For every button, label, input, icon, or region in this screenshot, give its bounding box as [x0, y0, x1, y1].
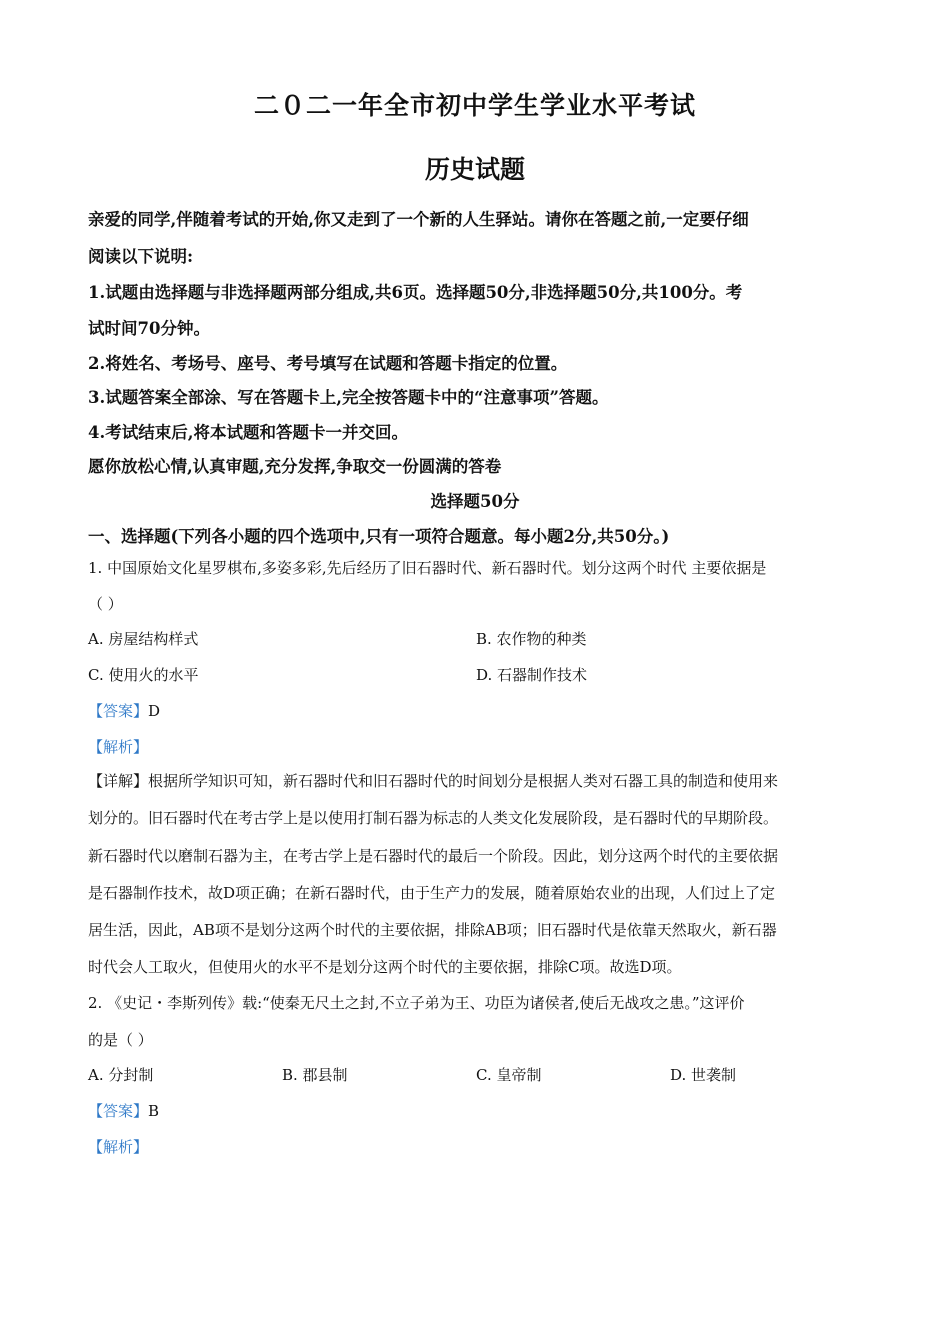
q1-detail-line-4: 是石器制作技术，故D项正确；在新石器时代，由于生产力的发展，随着原始农业的出现，人们过上了定: [88, 884, 776, 902]
q1-answer-value: D: [148, 702, 161, 720]
q2-analysis-line: [88, 1136, 868, 1157]
q1-detail-line-5: 居生活，因此，AB项不是划分这两个时代的主要依据，排除AB项；旧石器时代是依靠天然取火，新石器: [88, 921, 777, 939]
intro-line-2: 阅读以下说明:: [88, 247, 194, 266]
q2-option-a: A. 分封制: [88, 1066, 154, 1084]
q2-analysis-tag: 【解析】: [88, 1138, 149, 1156]
rule-2: 2.将姓名、考场号、座号、考号填写在试题和答题卡指定的位置。: [88, 354, 568, 373]
q1-detail-text-1: 根据所学知识可知，新石器时代和旧石器时代的时间划分是根据人类对石器工具的制造和使用来: [148, 772, 779, 790]
q1-answer-line: [88, 700, 868, 721]
rule-4: 4.考试结束后,将本试题和答题卡一并交回。: [88, 423, 408, 442]
part-title: 一、选择题(下列各小题的四个选项中,只有一项符合题意。每小题2分,共50分。): [88, 527, 670, 546]
exam-subtitle: 历史试题: [424, 155, 525, 184]
rule-3: 3.试题答案全部涂、写在答题卡上,完全按答题卡中的“注意事项”答题。: [88, 388, 609, 407]
q1-stem-line-2: （ ）: [88, 595, 123, 613]
q2-answer-line: [88, 1100, 868, 1121]
section-heading: 选择题50分: [430, 492, 520, 511]
q1-analysis-tag: 【解析】: [88, 738, 149, 756]
q1-option-a: A. 房屋结构样式: [88, 630, 199, 648]
q1-detail-line-1: [88, 770, 868, 791]
q2-option-c: C. 皇帝制: [476, 1066, 542, 1084]
q2-stem-line-2: 的是（ ）: [88, 1031, 153, 1049]
q1-option-d: D. 石器制作技术: [476, 666, 588, 684]
q1-detail-line-2: 划分的。旧石器时代在考古学上是以使用打制石器为标志的人类文化发展阶段，是石器时代的早期阶段。: [88, 809, 779, 827]
q2-option-d: D. 世袭制: [670, 1066, 737, 1084]
intro-line-1: 亲爱的同学,伴随着考试的开始,你又走到了一个新的人生驿站。请你在答题之前,一定要仔细: [88, 210, 749, 229]
exam-title: 二０二一年全市初中学生学业水平考试: [253, 91, 696, 120]
q2-option-b: B. 郡县制: [282, 1066, 348, 1084]
wish-line: 愿你放松心情,认真审题,充分发挥,争取交一份圆满的答卷: [88, 457, 502, 476]
q1-option-c: C. 使用火的水平: [88, 666, 199, 684]
q1-analysis-line: [88, 736, 868, 757]
q1-detail-line-3: 新石器时代以磨制石器为主，在考古学上是石器时代的最后一个阶段。因此，划分这两个时代的主要依据: [88, 847, 779, 865]
rule-1-b: 试时间70分钟。: [88, 319, 210, 338]
q2-stem-line-1: 2. 《史记・李斯列传》载:“使秦无尺土之封,不立子弟为王、功臣为诸侯者,使后无战攻之患。”这评价: [88, 994, 745, 1012]
q1-answer-tag: 【答案】: [88, 702, 149, 720]
q1-stem-line-1: 1. 中国原始文化星罗棋布,多姿多彩,先后经历了旧石器时代、新石器时代。划分这两个时代 主要依据是: [88, 559, 767, 577]
q1-option-b: B. 农作物的种类: [476, 630, 587, 648]
rule-1-a: 1.试题由选择题与非选择题两部分组成,共6页。选择题50分,非选择题50分,共100分。考: [88, 283, 743, 302]
q1-detail-line-6: 时代会人工取火，但使用火的水平不是划分这两个时代的主要依据，排除C项。故选D项。: [88, 958, 682, 976]
q1-detail-tag: 【详解】: [88, 772, 149, 790]
q2-answer-value: B: [148, 1102, 160, 1120]
q2-answer-tag: 【答案】: [88, 1102, 149, 1120]
